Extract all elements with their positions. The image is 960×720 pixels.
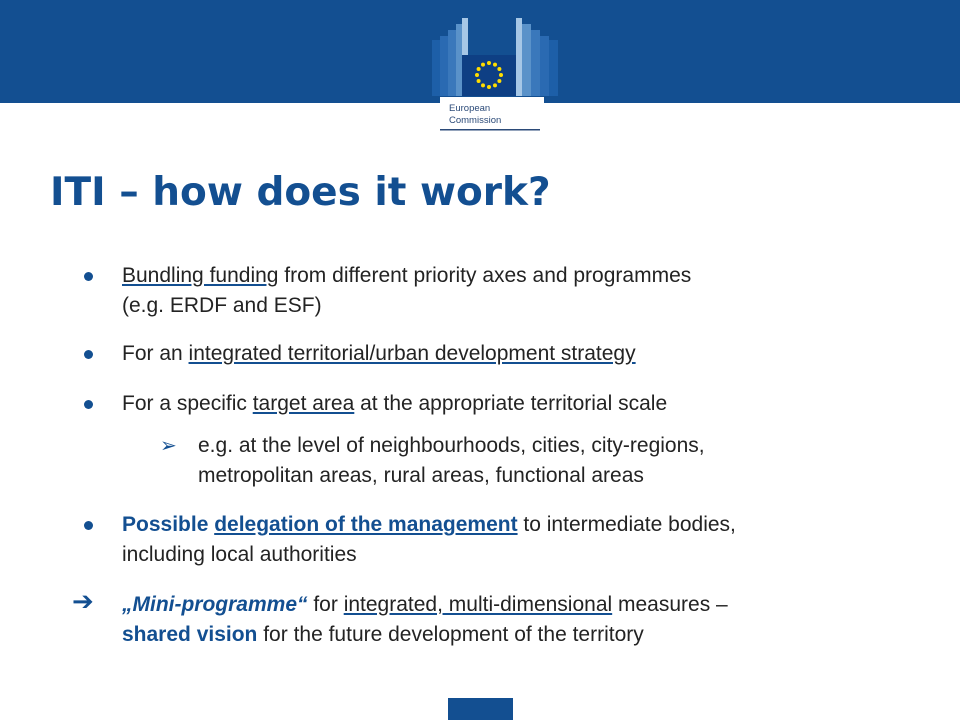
bullet-4-bold: Possible [122,513,215,536]
bullet-1-line-2: (e.g. ERDF and ESF) [122,294,322,317]
bullet-dot-icon [84,350,93,359]
slide-title: ITI – how does it work? [50,170,551,215]
sub-bullet-line-2: metropolitan areas, rural areas, functional areas [198,464,644,487]
logo-text-line1: European [449,103,491,114]
bullet-1-text: from different priority axes and programmes [278,264,692,287]
mini-programme-text: „Mini-programme“ [122,593,308,616]
bullet-2-prefix: For an [122,342,189,365]
strategy-text: integrated territorial/urban development strategy [188,342,636,365]
bullet-3 [122,390,667,418]
integrated-measures-text: integrated, multi-dimensional [343,593,613,616]
bullet-5-line-2 [122,621,644,649]
bullet-4-rest: to intermediate bodies, [517,513,736,536]
logo-text-line2: Commission [449,115,502,126]
shared-vision-text: shared vision [122,623,258,646]
bullet-5-line-1 [122,591,728,619]
bullet-dot-icon [84,521,93,530]
bullet-5-for: for [307,593,344,616]
logo-wordmark [449,103,501,127]
arrow-right-icon: ➔ [72,586,94,616]
bullet-dot-icon [84,400,93,409]
bullet-4-line-1 [122,511,736,539]
bullet-3-rest: at the appropriate territorial scale [354,392,668,415]
bullet-1-line-1 [122,262,691,290]
bullet-4-line-2: including local authorities [122,543,357,566]
bullet-5-line-2-rest: for the future development of the territory [257,623,644,646]
arrow-head-icon: ➢ [160,435,177,457]
target-area-text: target area [252,392,355,415]
bullet-2 [122,340,636,368]
delegation-text: delegation of the management [214,513,518,536]
footer-flag [448,698,513,720]
bullet-5-rest: measures – [612,593,728,616]
bundling-funding-text: Bundling funding [122,264,279,287]
sub-bullet-line-1: e.g. at the level of neighbourhoods, cities, city-regions, [198,434,705,457]
bullet-3-prefix: For a specific [122,392,253,415]
bullet-dot-icon [84,272,93,281]
